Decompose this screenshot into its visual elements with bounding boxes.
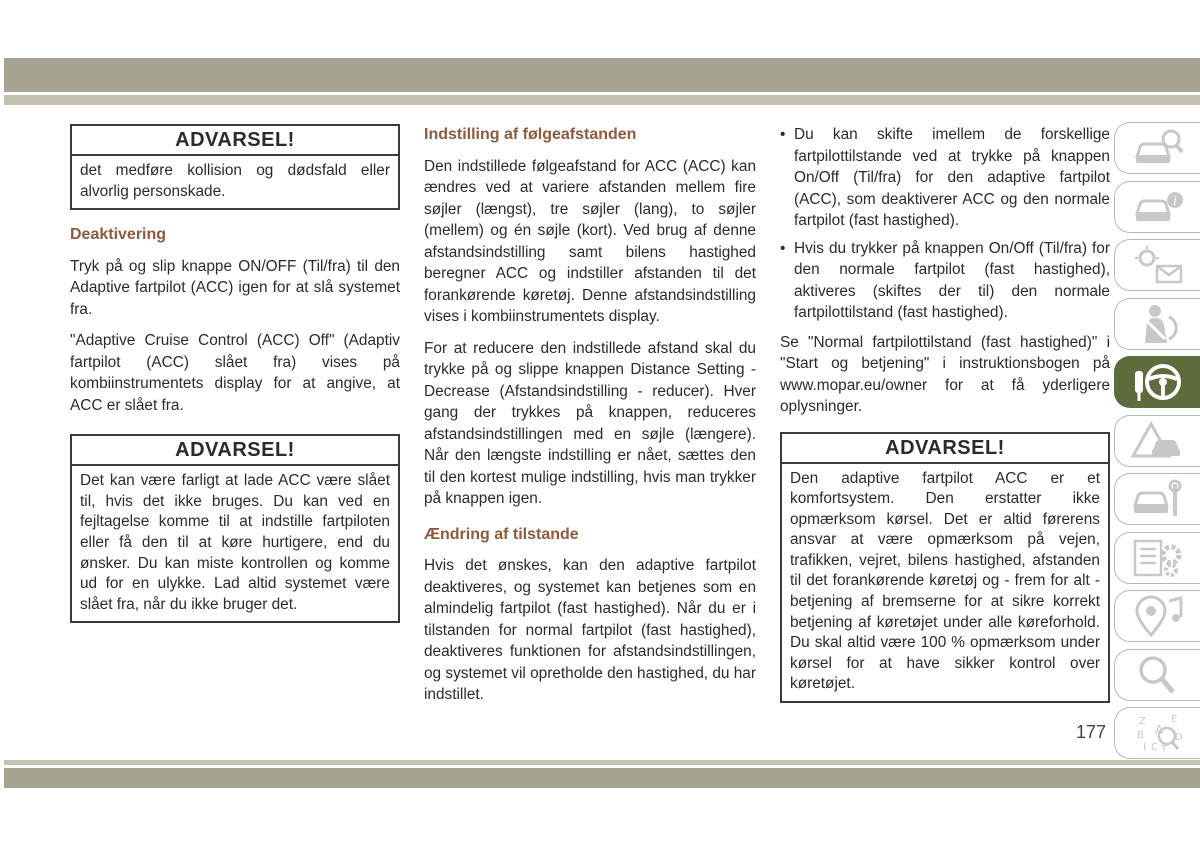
tab-emergency[interactable] — [1114, 415, 1200, 467]
tab-dashboard[interactable] — [1114, 181, 1200, 233]
paragraph: For at reducere den indstillede afstand skal du trykke på og slippe knappen Distance Setting - Decrease (Afstandsindstilling - reducer). Hver gang der trykkes på knappen, reduceres afstandsindstillingen med en søjle (længere). Når den længste indstilling er nået, sættes den til den kortest mulige indstilling, hvis man trykker på knappen igen. — [424, 339, 756, 507]
column-3 — [780, 124, 1110, 717]
bullet-list — [780, 124, 1110, 324]
warning-text: det medføre kollision og dødsfald eller alvorlig personskade. — [80, 162, 390, 200]
car-wrench-icon — [1131, 478, 1185, 520]
seatbelt-person-icon — [1131, 303, 1185, 345]
warning-triangle-car-icon — [1131, 420, 1185, 462]
specs-gear-icon — [1131, 537, 1185, 579]
tab-index[interactable] — [1114, 707, 1200, 759]
page-number: 177 — [1076, 722, 1107, 742]
paragraph: Hvis det ønskes, kan den adaptive fartpilot deaktiveres, og systemet kan betjenes som en almindelig fartpilot (fast hastighed). Når du er i tilstanden for normal fartpilot (fast hastighed), deaktiveres funktionen for afstandsindstillingen, og systemet vil opretholde den hastighed, du har indstillet. — [424, 557, 756, 703]
paragraph: Tryk på og slip knappe ON/OFF (Til/fra) til den Adaptive fartpilot (ACC) igen for at slå systemet fra. — [70, 257, 400, 318]
paragraph: Den indstillede følgeafstand for ACC (ACC) kan ændres ved at variere afstanden mellem fire søjler (længst), tre søjler (lang), to søjler (mellem) og én søjle (kort). Ved brug af denne afstandsindstilling samt bilens hastighed beregner ACC og indstiller afstanden til det forankørende køretøj. Denne afstandsindstilling vises i kombiinstrumentets display. — [424, 157, 756, 325]
footer-band-line — [4, 760, 1200, 765]
index-letter: T — [1160, 744, 1167, 754]
index-letter: B — [1136, 730, 1144, 741]
index-letter: D — [1174, 732, 1183, 743]
music-location-icon — [1131, 595, 1185, 637]
index-letter: Z — [1138, 716, 1146, 727]
alphabet-index-icon — [1131, 712, 1185, 754]
warning-title: ADVARSEL! — [72, 126, 398, 156]
tab-know-vehicle[interactable] — [1114, 122, 1200, 174]
index-letter: C — [1150, 742, 1158, 753]
chapter-tabs — [1114, 122, 1200, 766]
bullet-item: • Du kan skifte imellem de forskellige fartpilottilstande ved at trykke på knappen On/Off (Til/fra) for den adaptive fartpilot (ACC), som deaktiverer ACC og den normale fartpilot (fast hastighed). — [780, 124, 1110, 232]
svg-text:i: i — [1172, 193, 1177, 208]
tab-seat-safety[interactable] — [1114, 298, 1200, 350]
footer-band — [4, 768, 1200, 788]
warning-text: Den adaptive fartpilot ACC er et komfortsystem. Den erstatter ikke opmærksom kørsel. Det er altid førerens ansvar at være opmærksom på vejen, trafikken, vejret, bilens hastighed, afstanden til det forankørende køretøj og - frem for alt - betjening af bremserne for at sikre korrekt betjening af køretøjet under alle køreforhold. Du skal altid være 100 % opmærksom under kørsel for at have sikker kontrol over køretøjet. — [790, 469, 1100, 693]
bullet-item: • Hvis du trykker på knappen On/Off (Til/fra) for den normale fartpilot (fast hastighed), aktiveres (skiftes der til) den normale fartpilottilstand (fast hastighed). — [780, 238, 1110, 324]
column-1 — [70, 124, 400, 637]
car-info-icon — [1131, 186, 1185, 228]
tab-starting-operating[interactable] — [1114, 356, 1200, 408]
warning-title: ADVARSEL! — [782, 434, 1108, 464]
header-band — [4, 58, 1200, 92]
tab-safety-lights[interactable] — [1114, 239, 1200, 291]
section-heading-tilstande: Ændring af tilstande — [424, 525, 579, 543]
warning-box-1 — [70, 124, 400, 210]
index-letter: E — [1170, 714, 1177, 725]
section-heading-deaktivering: Deaktivering — [70, 226, 167, 244]
column-2 — [424, 124, 756, 716]
index-letter: I — [1142, 742, 1146, 753]
header-band-line — [4, 95, 1200, 105]
paragraph: "Adaptive Cruise Control (ACC) Off" (Adaptiv fartpilot (ACC) slået fra) vises på kombiinstrumentets display for at angive, at ACC er slået fra. — [70, 332, 400, 414]
warning-text: Det kan være farligt at lade ACC være slået til, hvis det ikke bruges. Du kan ved en fejltagelse komme til at indstille fartpiloten eller få den til at køre hurtigere, end du ønsker. Du kan miste kontrollen og komme ud for en ulykke. Lad altid systemet være slået fra, når du ikke bruger det. — [80, 472, 390, 613]
paragraph: Se "Normal fartpilottilstand (fast hastighed)" i "Start og betjening" i instruktionsbogen på www.mopar.eu/owner for at få yderligere oplysninger. — [780, 333, 1110, 415]
tab-multimedia[interactable] — [1114, 590, 1200, 642]
tab-servicing[interactable] — [1114, 473, 1200, 525]
index-letter: A — [1154, 723, 1163, 737]
warning-title: ADVARSEL! — [72, 436, 398, 466]
warning-box-2 — [70, 434, 400, 623]
section-heading-folgeafstand: Indstilling af følgeafstanden — [424, 126, 637, 143]
tab-search[interactable] — [1114, 649, 1200, 701]
light-mail-icon — [1131, 244, 1185, 286]
tab-technical-specs[interactable] — [1114, 532, 1200, 584]
car-search-icon — [1131, 127, 1185, 169]
steering-wheel-key-icon — [1131, 361, 1185, 403]
magnifier-icon — [1131, 654, 1185, 696]
warning-box-3 — [780, 432, 1110, 704]
